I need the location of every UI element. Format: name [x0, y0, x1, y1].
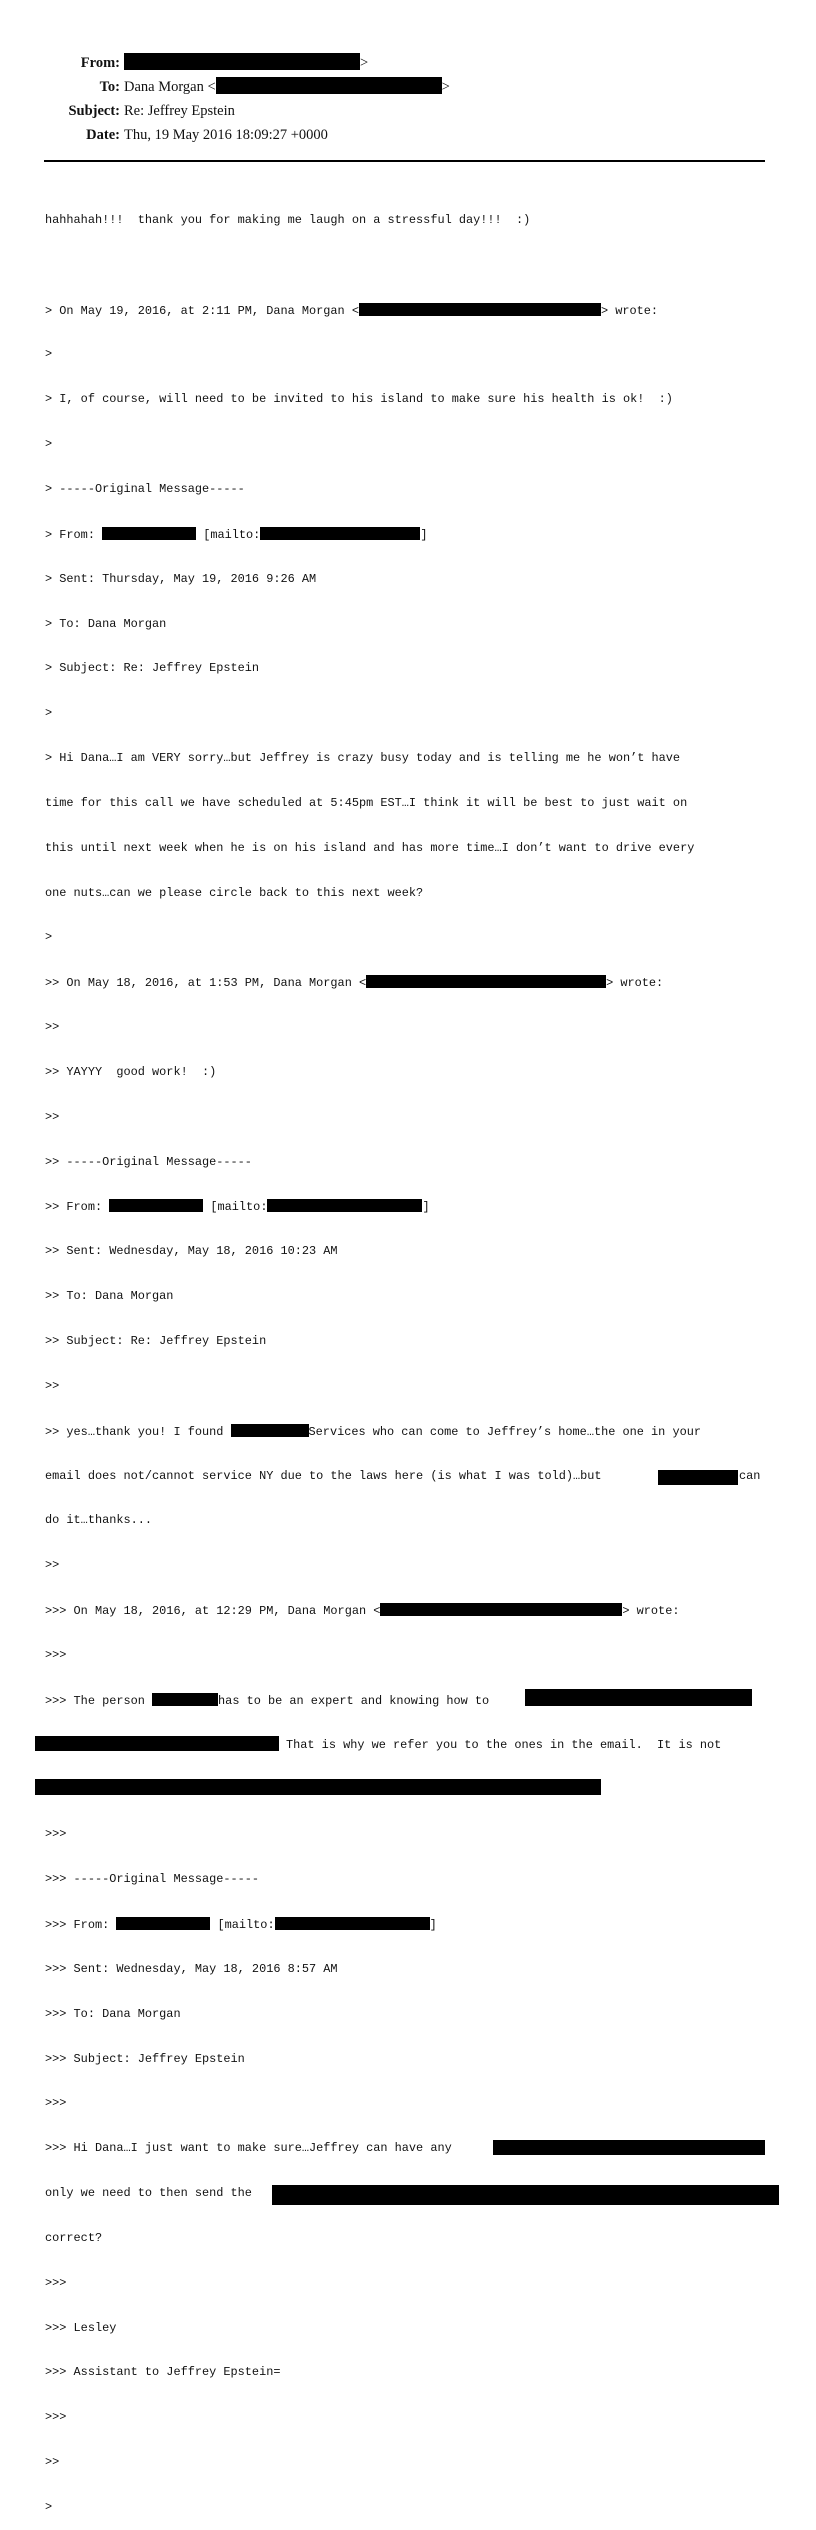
- body-line: >> From: [mailto: ]: [45, 1200, 430, 1215]
- redaction-block: [109, 1199, 203, 1212]
- body-line: >> Sent: Wednesday, May 18, 2016 10:23 AM: [45, 1244, 338, 1259]
- body-line: >>>: [45, 1827, 67, 1842]
- body-line: > Sent: Thursday, May 19, 2016 9:26 AM: [45, 571, 317, 586]
- redaction-block: [658, 1470, 738, 1485]
- body-line: >>: [45, 1558, 60, 1573]
- redaction-block: [260, 527, 420, 540]
- body-line: >>> On May 18, 2016, at 12:29 PM, Dana Morgan < > wrote:: [45, 1604, 680, 1619]
- body-line: >>> -----Original Message-----: [45, 1872, 260, 1887]
- body-line: >>: [45, 2455, 60, 2470]
- from-tail: >: [360, 55, 369, 71]
- body-line: >>> From: [mailto: ]: [45, 1917, 437, 1932]
- body-line: >> On May 18, 2016, at 1:53 PM, Dana Morgan < > wrote:: [45, 976, 664, 991]
- body-line: one nuts…can we please circle back to this next week?: [45, 885, 424, 900]
- body-line: > On May 19, 2016, at 2:11 PM, Dana Morgan < > wrote:: [45, 303, 659, 318]
- from-row: [0, 52, 816, 76]
- date-label: Date:: [86, 127, 120, 143]
- body-line: >>>: [45, 2275, 67, 2290]
- body-line: time for this call we have scheduled at 5:45pm EST…I think it will be best to just wait on: [45, 795, 688, 810]
- redaction-block: [152, 1693, 218, 1706]
- body-line: >>: [45, 1378, 60, 1393]
- redaction-block: [231, 1424, 309, 1437]
- redaction-block: [116, 1917, 210, 1930]
- date-row: [0, 124, 816, 148]
- to-tail: >: [441, 79, 450, 95]
- body-line: > Hi Dana…I am VERY sorry…but Jeffrey is crazy busy today and is telling me he won’t have: [45, 751, 681, 766]
- redaction-block: [380, 1603, 622, 1616]
- body-line: > I, of course, will need to be invited to his island to make sure his health is ok! :): [45, 392, 673, 407]
- body-line: >>> Lesley: [45, 2320, 117, 2335]
- body-line: >>> Assistant to Jeffrey Epstein=: [45, 2365, 281, 2380]
- body-line: > -----Original Message-----: [45, 481, 245, 496]
- body-line: >> yes…thank you! I found Services who can come to Jeffrey’s home…the one in your: [45, 1424, 701, 1439]
- to-value: Dana Morgan <: [124, 79, 216, 95]
- body-line: >> YAYYY good work! :): [45, 1064, 217, 1079]
- email-body: [45, 183, 785, 2530]
- redaction-block: [216, 77, 442, 94]
- body-line: email does not/cannot service NY due to the laws here (is what I was told)…but can: [45, 1468, 761, 1483]
- body-line: correct?: [45, 2230, 103, 2245]
- redaction-block: [102, 527, 196, 540]
- to-label: To:: [99, 79, 120, 95]
- body-line: >>> Hi Dana…I just want to make sure…Jeffrey can have any: [45, 2141, 785, 2156]
- body-line: this until next week when he is on his island and has more time…I don’t want to drive every: [45, 840, 695, 855]
- redaction-block: [493, 2140, 765, 2155]
- body-line: do it…thanks...: [45, 1513, 153, 1528]
- subject-row: [0, 100, 816, 124]
- redaction-block: [366, 975, 606, 988]
- body-line: >: [45, 2499, 53, 2514]
- body-line: >>: [45, 1020, 60, 1035]
- subject-value: Re: Jeffrey Epstein: [124, 103, 235, 119]
- redaction-block: [267, 1199, 422, 1212]
- body-line: hahhahah!!! thank you for making me laugh on a stressful day!!! :): [45, 212, 531, 227]
- body-line: only we need to then send the: [45, 2186, 785, 2201]
- body-line: >: [45, 930, 53, 945]
- date-value: Thu, 19 May 2016 18:09:27 +0000: [124, 127, 328, 143]
- from-label: From:: [80, 55, 120, 71]
- to-row: [0, 76, 816, 100]
- redaction-block: [35, 1736, 279, 1751]
- body-line: That is why we refer you to the ones in the email. It is not: [45, 1738, 785, 1753]
- redaction-block: [35, 1779, 601, 1795]
- body-line: >: [45, 437, 53, 452]
- body-line: [45, 1782, 785, 1797]
- subject-label: Subject:: [68, 103, 120, 119]
- email-header: [0, 52, 816, 148]
- redaction-block: [272, 2185, 779, 2205]
- body-line: > To: Dana Morgan: [45, 616, 167, 631]
- body-line: >> Subject: Re: Jeffrey Epstein: [45, 1334, 267, 1348]
- body-line: >>> Subject: Jeffrey Epstein: [45, 2051, 245, 2066]
- body-line: >>> To: Dana Morgan: [45, 2006, 181, 2021]
- body-line: >>>: [45, 1647, 67, 1662]
- body-line: >: [45, 347, 53, 362]
- body-line: >>>: [45, 2096, 67, 2111]
- body-line: >>: [45, 1109, 60, 1124]
- redaction-block: [359, 303, 601, 316]
- redaction-block: [124, 53, 360, 70]
- redaction-block: [275, 1917, 430, 1930]
- header-divider: [44, 160, 765, 162]
- body-line: > From: [mailto: ]: [45, 527, 428, 542]
- body-line: > Subject: Re: Jeffrey Epstein: [45, 661, 260, 676]
- body-line: >> To: Dana Morgan: [45, 1289, 174, 1304]
- body-line: >> -----Original Message-----: [45, 1154, 252, 1169]
- redaction-block: [525, 1689, 752, 1706]
- body-line: >>> Sent: Wednesday, May 18, 2016 8:57 AM: [45, 1961, 338, 1976]
- body-line: >: [45, 706, 53, 721]
- body-line: >>>: [45, 2410, 67, 2425]
- body-line: >>> The person has to be an expert and knowing how to: [45, 1693, 785, 1708]
